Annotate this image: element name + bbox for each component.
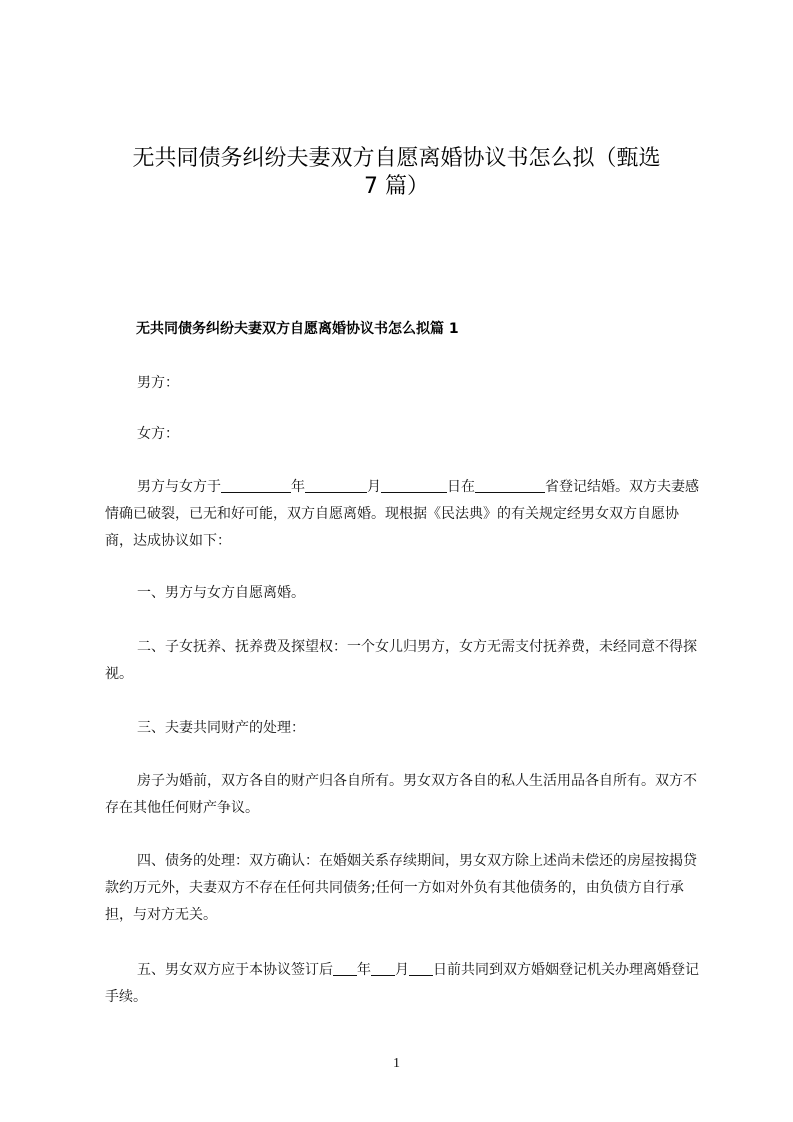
clause-5-year-blank [333,960,357,976]
day-blank [381,477,447,493]
female-party-label: 女方： [137,426,179,442]
clause-5-day-blank [409,960,433,976]
clause-4: 四、债务的处理：双方确认：在婚姻关系存续期间，男女双方除上述尚未偿还的房屋按揭贷款约万元外，夫妻双方不存在任何共同债务;任何一方如对外负有其他债务的，由负债方自行承担，与对方无关。 [105,853,697,923]
marriage-text-1: 男方与女方于 [137,479,221,495]
male-party-label: 男方： [137,375,179,391]
document-title [80,145,713,201]
month-blank [305,477,367,493]
page-number: 1 [393,1056,400,1071]
title-line-1: 无共同债务纠纷夫妻双方自愿离婚协议书怎么拟（甄选 [132,146,661,171]
title-line-2: 7 篇） [364,174,429,199]
clause-2: 二、子女抚养、抚养费及探望权：一个女儿归男方，女方无需支付抚养费，未经同意不得探视。 [105,639,697,682]
property-paragraph: 房子为婚前，双方各自的财产归各自所有。男女双方各自的私人生活用品各自所有。双方不存在其他任何财产争议。 [105,773,697,816]
marriage-text-4: 日在 [447,479,475,495]
clause-3: 三、夫妻共同财产的处理： [137,720,305,736]
clause-5-text-2: 年 [357,962,371,978]
clause-1: 一、男方与女方自愿离婚。 [137,585,305,601]
clause-5-text-3: 月 [395,962,409,978]
province-blank [475,477,545,493]
clause-5-text-1: 五、男女双方应于本协议签订后 [137,962,333,978]
marriage-text-5: 省登记结婚。双方夫妻感情确已破裂，已无和好可能，双方自愿离婚。现根据《民法典》的有关规定经男女双方自愿协商，达成协议如下： [105,479,699,549]
marriage-paragraph [105,474,705,555]
marriage-text-2: 年 [291,479,305,495]
clause-5-month-blank [371,960,395,976]
year-blank [221,477,291,493]
clause-5 [105,957,705,1011]
section-heading: 无共同债务纠纷夫妻双方自愿离婚协议书怎么拟篇 1 [136,321,459,337]
marriage-text-3: 月 [367,479,381,495]
clause-5-text-4: 日前共同到双方婚姻登记机关办理离婚登记手续。 [105,962,699,1005]
